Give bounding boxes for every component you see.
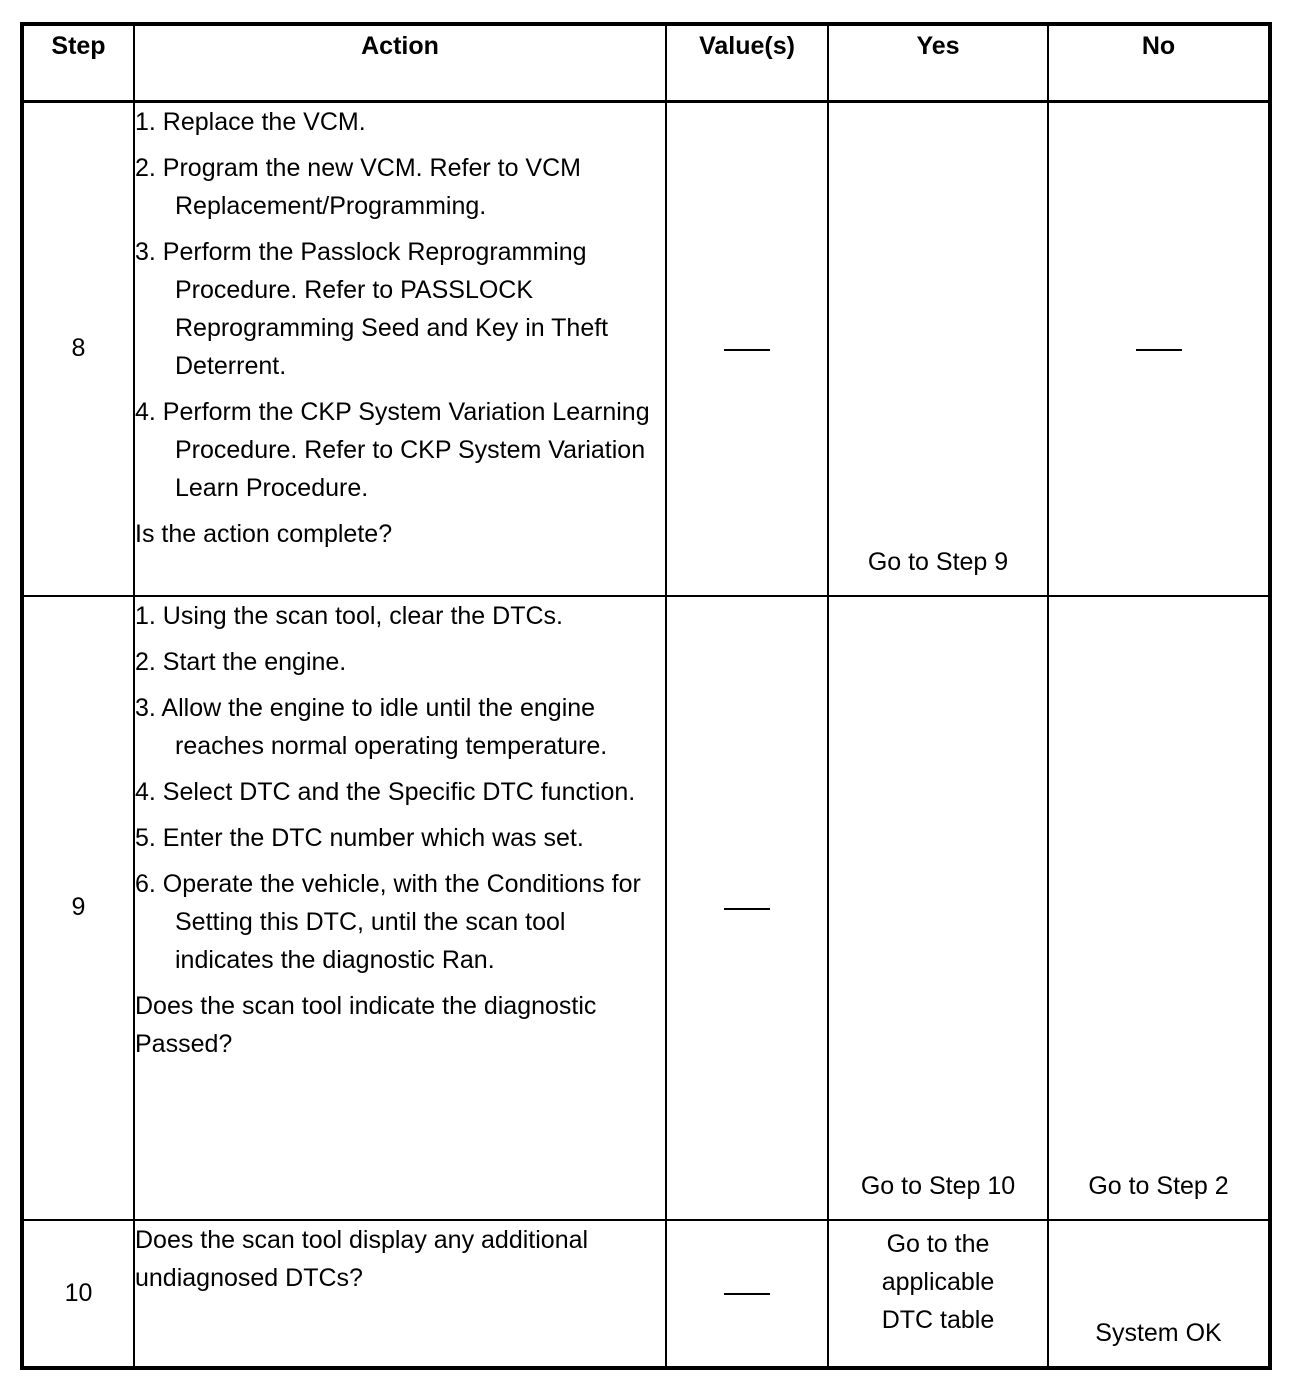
no-cell bbox=[1048, 596, 1270, 1220]
header-step: Step bbox=[22, 24, 134, 102]
step-number: 10 bbox=[22, 1220, 134, 1368]
action-cell bbox=[134, 596, 666, 1220]
action-item: 3. Perform the Passlock Reprogramming Procedure. Refer to PASSLOCK Reprogramming Seed and Key in Theft Deterrent. bbox=[135, 238, 609, 380]
table-row-step-10 bbox=[22, 1220, 1270, 1368]
value-cell bbox=[666, 102, 828, 596]
yes-cell bbox=[828, 102, 1048, 596]
action-list bbox=[135, 597, 665, 979]
action-cell bbox=[134, 1220, 666, 1368]
action-question: Is the action complete? bbox=[135, 520, 393, 548]
no-outcome-dash bbox=[1136, 349, 1182, 351]
action-item: 1. Using the scan tool, clear the DTCs. bbox=[135, 601, 563, 630]
no-outcome: Go to Step 2 bbox=[1088, 1171, 1229, 1200]
no-cell bbox=[1048, 1220, 1270, 1368]
diagnostic-table bbox=[20, 22, 1272, 1370]
table-row-step-9 bbox=[22, 596, 1270, 1220]
action-item: 2. Program the new VCM. Refer to VCM Replacement/Programming. bbox=[135, 154, 581, 220]
yes-cell bbox=[828, 1220, 1048, 1368]
action-cell bbox=[134, 102, 666, 596]
value-cell bbox=[666, 596, 828, 1220]
value-cell bbox=[666, 1220, 828, 1368]
header-no: No bbox=[1048, 24, 1270, 102]
action-item: 4. Perform the CKP System Variation Learning Procedure. Refer to CKP System Variation Learn Procedure. bbox=[135, 398, 650, 502]
action-item: 1. Replace the VCM. bbox=[135, 108, 366, 136]
action-question: Does the scan tool indicate the diagnostic Passed? bbox=[135, 991, 597, 1058]
header-row bbox=[22, 24, 1270, 102]
action-item: 6. Operate the vehicle, with the Conditions for Setting this DTC, until the scan tool indicates the diagnostic Ran. bbox=[135, 869, 641, 974]
no-value-dash bbox=[724, 1293, 770, 1295]
action-item: 4. Select DTC and the Specific DTC function. bbox=[135, 777, 636, 806]
action-question: Does the scan tool display any additional undiagnosed DTCs? bbox=[135, 1225, 589, 1292]
yes-outcome: Go to Step 9 bbox=[867, 547, 1009, 576]
action-item: 3. Allow the engine to idle until the engine reaches normal operating temperature. bbox=[135, 693, 608, 760]
no-cell bbox=[1048, 102, 1270, 596]
action-item: 2. Start the engine. bbox=[135, 647, 347, 676]
action-item: 5. Enter the DTC number which was set. bbox=[135, 823, 584, 852]
yes-outcome: Go to the applicable DTC table bbox=[881, 1229, 995, 1334]
header-values: Value(s) bbox=[666, 24, 828, 102]
header-action: Action bbox=[134, 24, 666, 102]
header-yes: Yes bbox=[828, 24, 1048, 102]
action-list bbox=[135, 103, 665, 507]
table-row-step-8 bbox=[22, 102, 1270, 596]
no-value-dash bbox=[724, 908, 770, 910]
no-outcome: System OK bbox=[1095, 1318, 1222, 1347]
step-number: 9 bbox=[22, 596, 134, 1220]
no-value-dash bbox=[724, 349, 770, 351]
step-number: 8 bbox=[22, 102, 134, 596]
yes-outcome: Go to Step 10 bbox=[860, 1171, 1016, 1200]
yes-cell bbox=[828, 596, 1048, 1220]
